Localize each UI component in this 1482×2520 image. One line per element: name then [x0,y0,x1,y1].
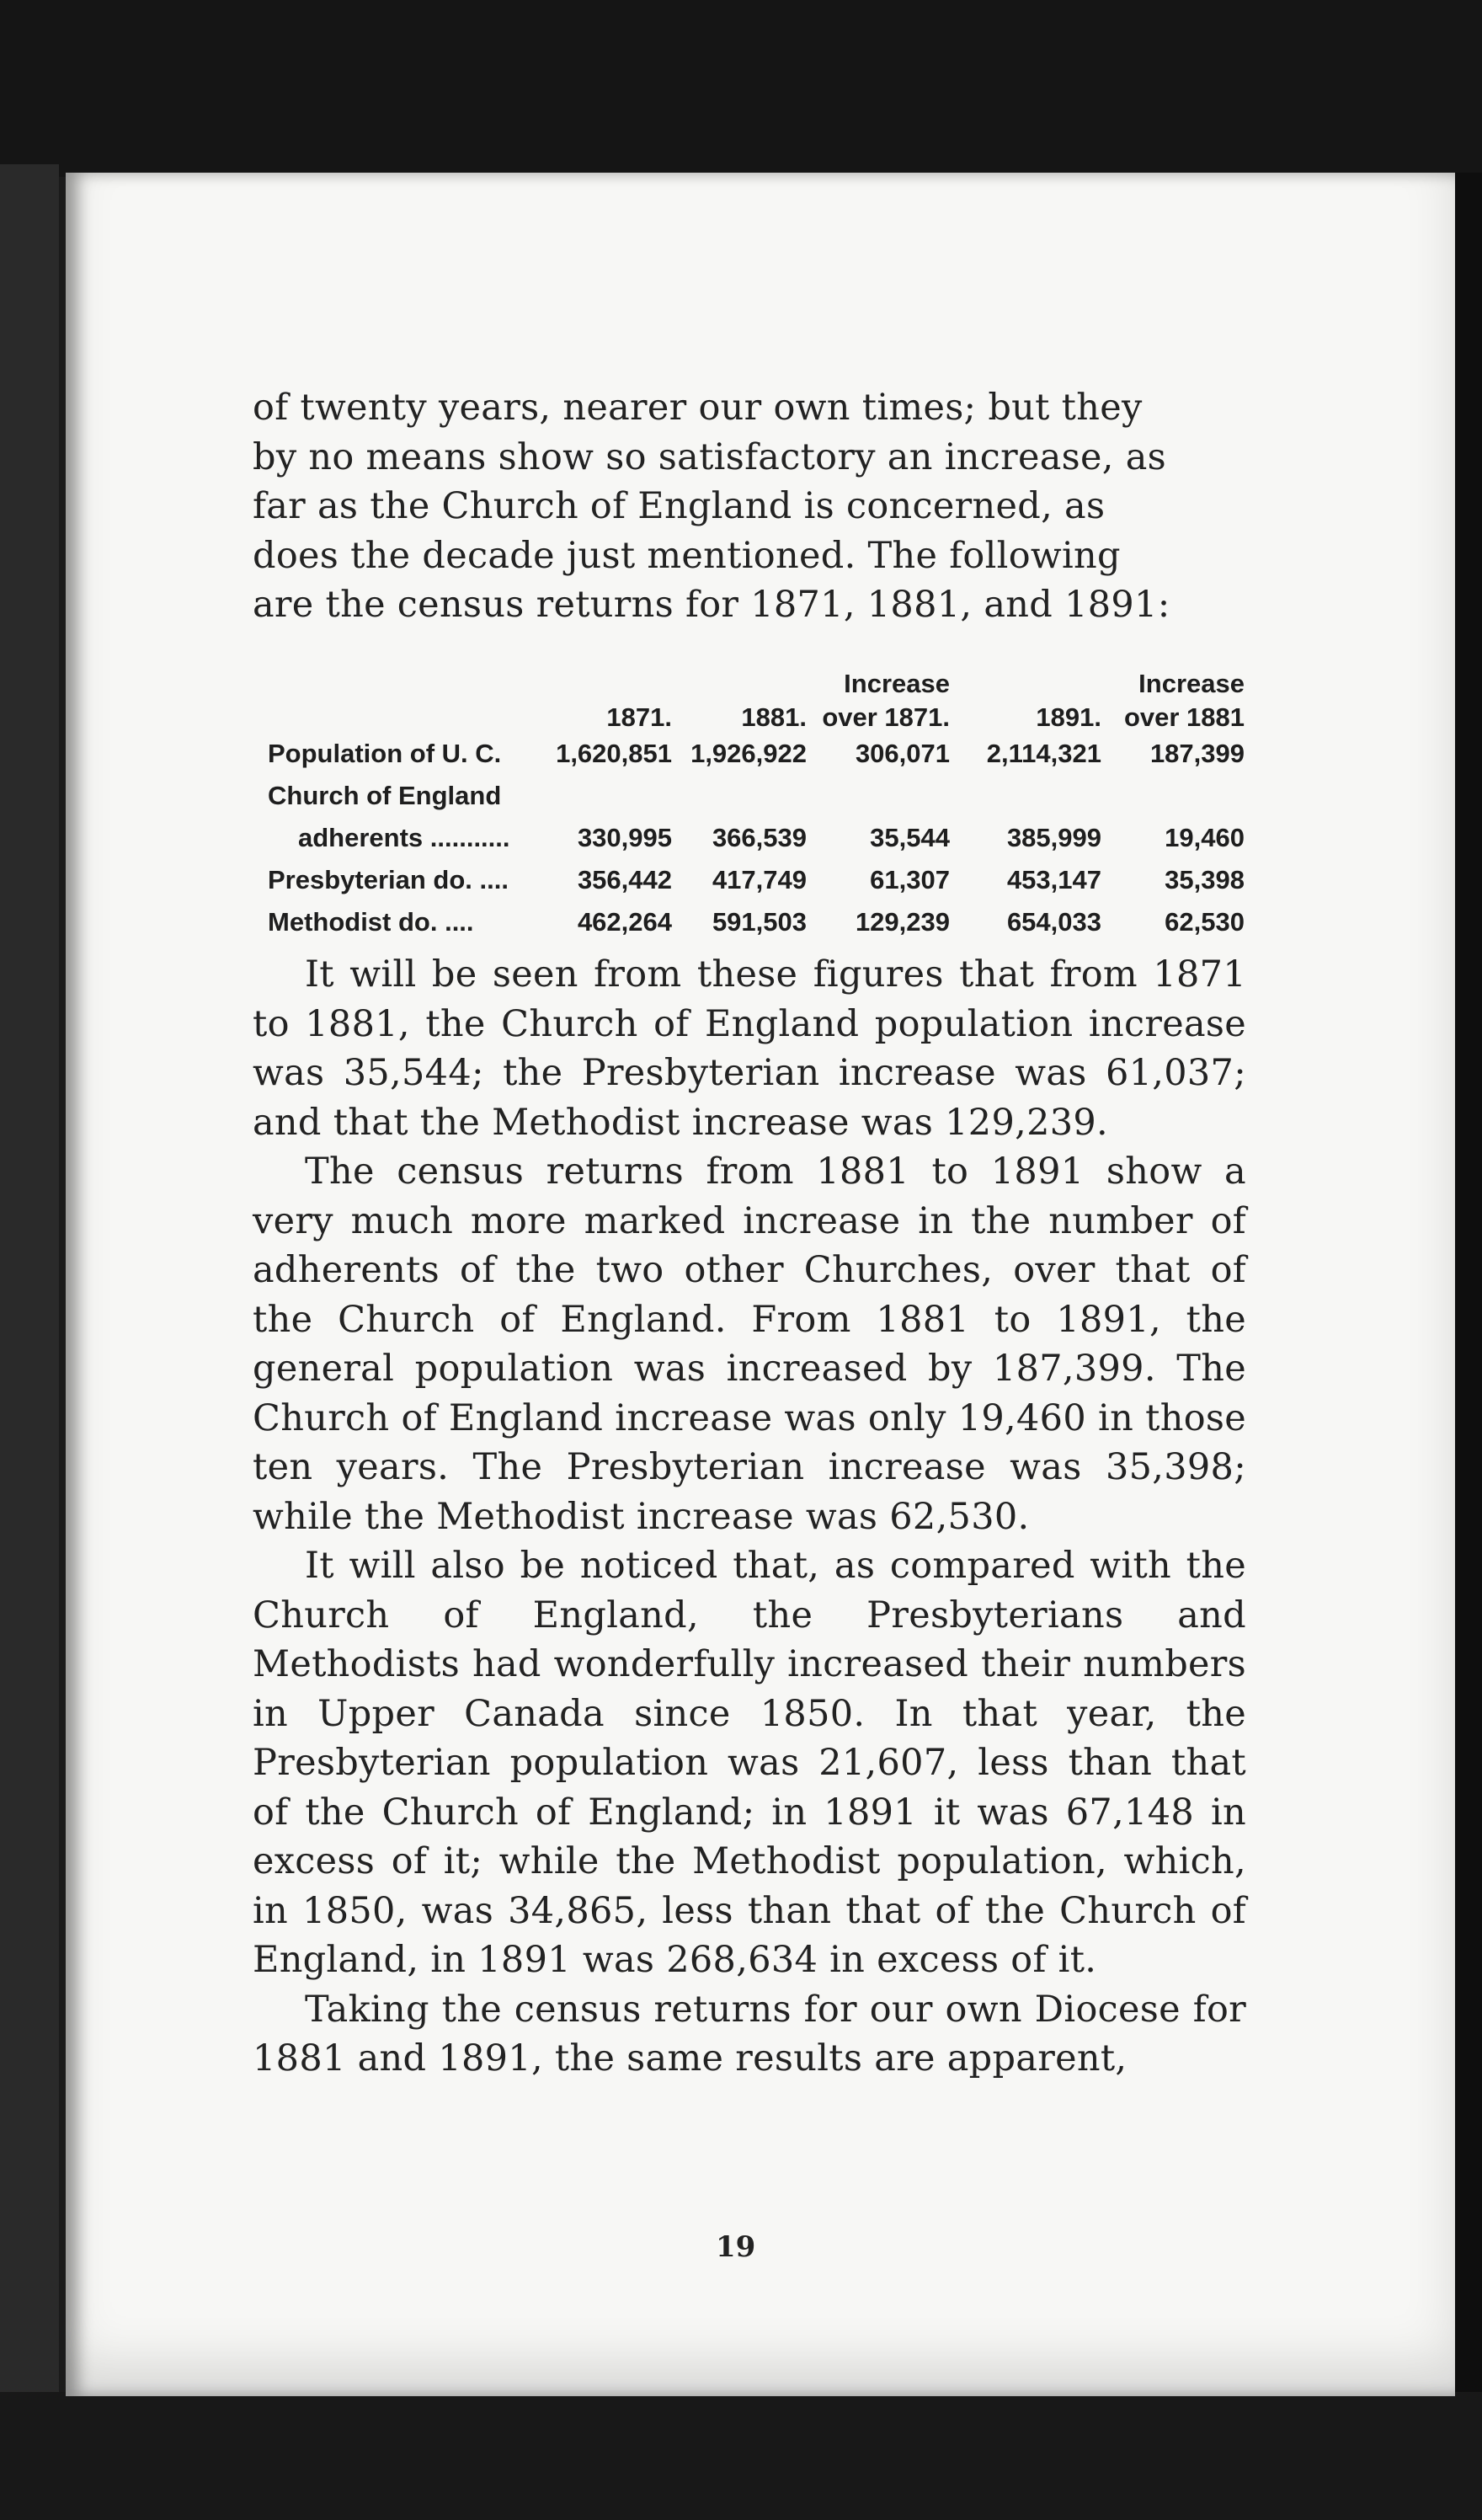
table-cell: 356,442 [577,865,672,894]
table-cell [950,775,1101,817]
table-cell: 19,460 [1165,823,1245,852]
header-cell: Increase [844,669,950,698]
table-cell: 417,749 [712,865,807,894]
intro-line: of twenty years, nearer our own times; but they [253,387,1143,429]
intro-line: does the decade just mentioned. The following [253,534,1121,577]
table-row [268,733,1245,775]
table-cell: 453,147 [1006,865,1101,894]
row-label: Church of England [268,781,502,810]
table-cell: 35,398 [1165,865,1245,894]
table-row [268,901,1245,943]
intro-line: are the census returns for 1871, 1881, and 1891: [253,584,1170,626]
header-cell [268,665,546,699]
table-header-row [268,665,1245,699]
table-cell: 129,239 [855,907,950,937]
table-cell: 654,033 [1006,907,1101,937]
table-cell: 591,503 [712,907,807,937]
header-cell: over 1881 [1123,702,1245,732]
scan-left-edge [0,164,59,2520]
header-cell [950,665,1101,699]
scan-top-margin [0,0,1482,177]
table-cell [807,775,950,817]
header-cell: 1881. [741,702,807,732]
table-cell: 61,307 [870,865,950,894]
table-header-row [268,699,1245,733]
table-row [268,817,1245,859]
table-cell: 187,399 [1149,739,1245,768]
header-cell [672,665,807,699]
body-text [253,950,1246,2084]
intro-text [253,383,1246,630]
table-cell [1101,775,1245,817]
table-cell: 330,995 [577,823,672,852]
row-label: Methodist do. .... [268,907,474,937]
table-cell: 35,544 [870,823,950,852]
table-cell: 62,530 [1165,907,1245,937]
table-cell: 385,999 [1006,823,1101,852]
page-number: 19 [716,2230,756,2264]
table-cell: 462,264 [577,907,672,937]
table-cell: 306,071 [855,739,950,768]
table-cell: 366,539 [712,823,807,852]
header-cell: 1871. [606,702,672,732]
paragraph: It will also be noticed that, as compared with the Church of England, the Presbyterians and Methodists had wonderfully increased their numbers in Upper Canada since 1850. In that year, the Presbyterian population was 21,607, less than that of the Church of England; in 1891 it was 67,148 in excess of it; while the Methodist population, which, in 1850, was 34,865, less than that of the Church of England, in 1891 was 268,634 in excess of it. [253,1545,1246,1981]
paragraph: Taking the census returns for our own Diocese for 1881 and 1891, the same results are apparent, [253,1988,1246,2080]
intro-line: by no means show so satisfactory an increase, as [253,435,1167,478]
table-cell: 2,114,321 [986,739,1101,768]
header-cell [546,665,672,699]
table-cell [672,775,807,817]
header-cell [268,699,546,733]
header-cell: 1891. [1036,702,1101,732]
row-label: Presbyterian do. .... [268,865,509,894]
table-row [268,775,1245,817]
row-label: Population of U. C. [268,739,502,768]
table-cell [546,775,672,817]
census-table [268,665,1245,943]
table-cell: 1,620,851 [556,739,672,768]
paragraph: The census returns from 1881 to 1891 show a very much more marked increase in the number of adherents of the two other Churches, over that of the Church of England. From 1881 to 1891, the general population was increased by 187,399. The Church of England increase was only 19,460 in those ten years. The Presbyterian increase was 35,398; while the Methodist increase was 62,530. [253,1151,1246,1538]
header-cell: over 1871. [822,702,950,732]
intro-line: far as the Church of England is concerned, as [253,485,1106,527]
paragraph: It will be seen from these figures that from 1871 to 1881, the Church of England population increase was 35,544; the Presbyterian increase was 61,037; and that the Methodist increase was 129,239. [253,953,1246,1144]
table-cell: 1,926,922 [690,739,807,768]
table-row [268,859,1245,901]
scan-bottom-margin [0,2392,1482,2520]
row-label: adherents ........... [298,823,510,852]
header-cell: Increase [1138,669,1245,698]
